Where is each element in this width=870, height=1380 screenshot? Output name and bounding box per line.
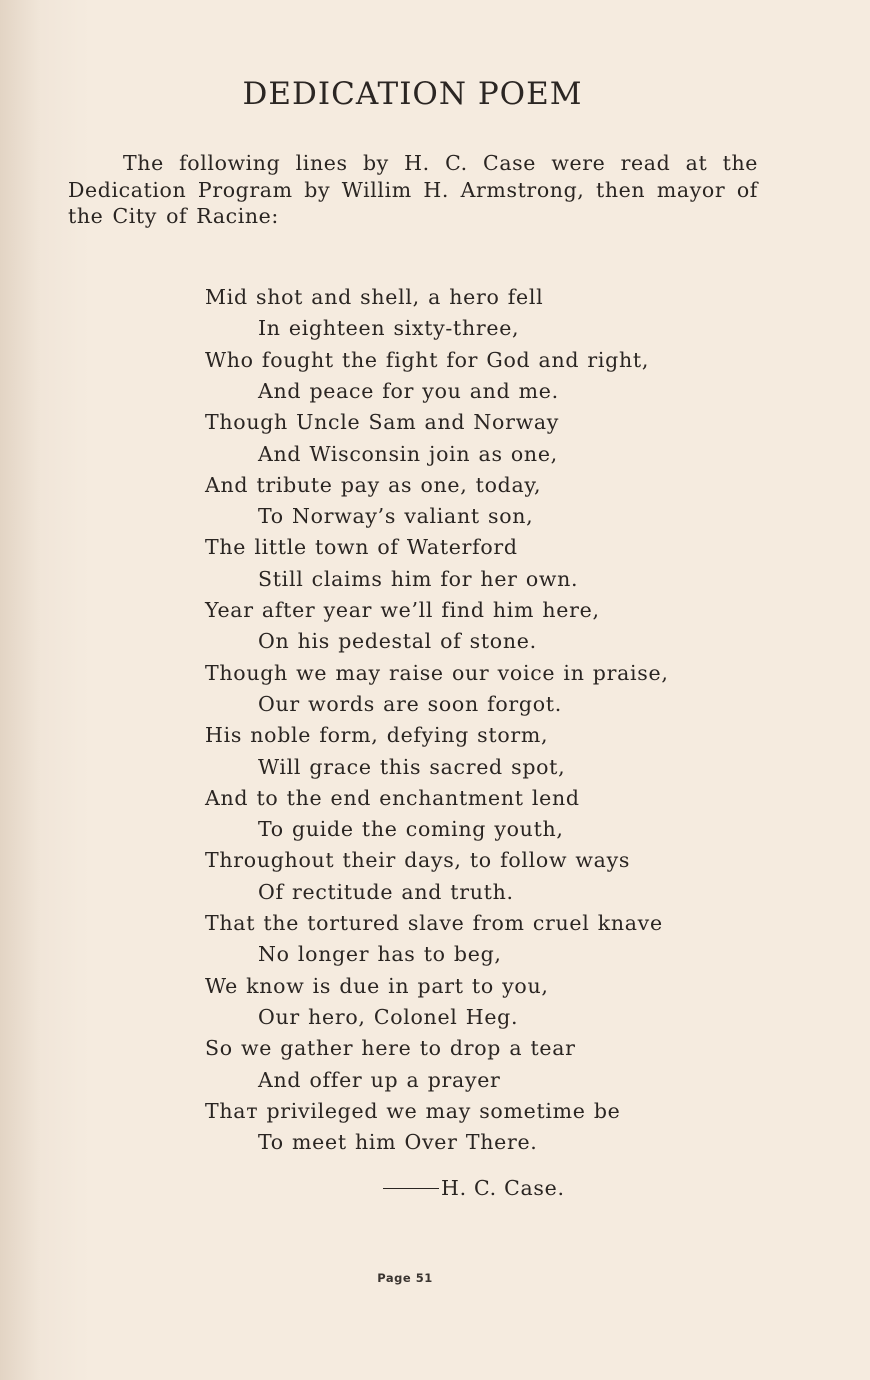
poem-line-indented: And Wisconsin join as one, (258, 441, 558, 466)
poem-line: So we gather here to drop a tear (205, 1036, 576, 1061)
poem-line: And tribute pay as one, today, (205, 472, 542, 497)
poem-line-indented: Still claims him for her own. (258, 566, 579, 591)
poem-line-indented: Will grace this sacred spot, (258, 754, 566, 779)
poem-line-indented: No longer has to beg, (258, 942, 502, 967)
poem-line-indented: Our words are soon forgot. (258, 691, 562, 716)
poem-line: Year after year we’ll find him here, (205, 598, 600, 622)
poem-line: The little town of Waterford (205, 535, 518, 560)
poem-line-indented: And offer up a prayer (258, 1067, 501, 1092)
poem-line-indented: Our hero, Colonel Heg. (258, 1004, 519, 1029)
poem-line: We know is due in part to you, (205, 973, 549, 998)
poem-line-indented: On his pedestal of stone. (258, 629, 537, 654)
poem-line: That the tortured slave from cruel knave (205, 911, 663, 935)
poem-line-indented: Of rectitude and truth. (258, 879, 514, 904)
poem-line: His noble form, defying storm, (205, 723, 549, 748)
poem-line-indented: In eighteen sixty-three, (258, 316, 520, 341)
poem-line: Mid shot and shell, a hero fell (205, 285, 544, 309)
signature (383, 1176, 565, 1200)
intro-paragraph: The following lines by H. C. Case were read at the Dedication Program by Willim H. Armstrong, then mayor of the City of Racine: (68, 151, 758, 228)
poem-line: Who fought the fight for God and right, (205, 347, 650, 372)
poem-line: Throughout their days, to follow ways (205, 848, 631, 873)
signature-name: H. C. Case. (441, 1176, 565, 1200)
poem-line: And to the end enchantment lend (205, 785, 580, 810)
signature-dash (383, 1188, 439, 1189)
poem-line-indented: And peace for you and me. (258, 378, 559, 403)
poem-line: Thaт privileged we may sometime be (205, 1098, 621, 1123)
poem-line: Though we may raise our voice in praise, (205, 660, 669, 685)
poem-line: Though Uncle Sam and Norway (205, 410, 560, 435)
page-title: DEDICATION POEM (242, 76, 583, 112)
poem-line-indented: To guide the coming youth, (258, 817, 564, 842)
poem-line-indented: To meet him Over There. (258, 1130, 538, 1155)
poem-line-indented: To Norway’s valiant son, (258, 504, 534, 529)
page-number: Page 51 (377, 1271, 433, 1285)
